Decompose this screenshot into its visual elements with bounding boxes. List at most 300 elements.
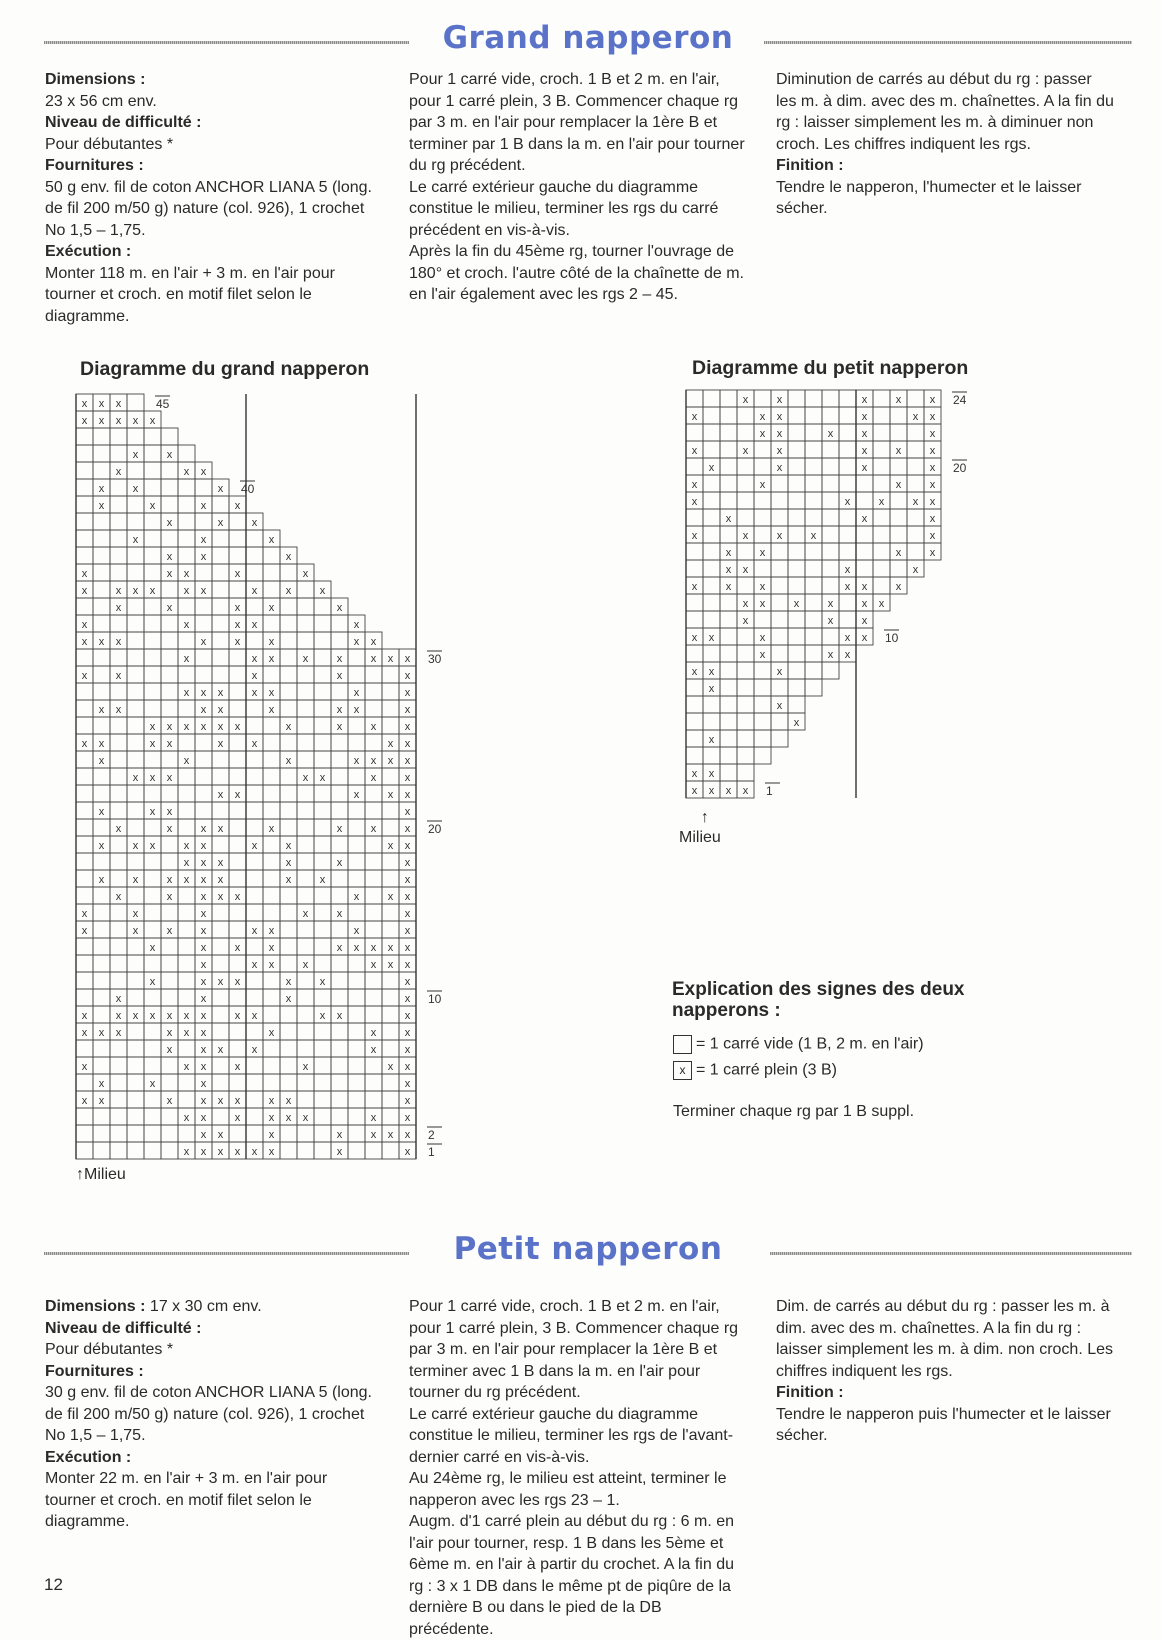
cell-x-mark: x	[370, 1027, 377, 1039]
grid-cell	[703, 611, 720, 628]
grid-cell	[873, 424, 890, 441]
cell-x-mark: x	[929, 445, 936, 457]
cell-x-mark: x	[268, 602, 275, 614]
cell-x-mark: x	[793, 598, 800, 610]
cell-x-mark: x	[268, 1129, 275, 1141]
grid-cell	[805, 594, 822, 611]
cell-x-mark: x	[217, 874, 224, 886]
cell-x-mark: x	[234, 1095, 241, 1107]
grid-cell	[703, 645, 720, 662]
grid-cell	[754, 611, 771, 628]
cell-x-mark: x	[759, 649, 766, 661]
section-label: Niveau de difficulté :	[45, 1319, 202, 1337]
cell-x-mark: x	[166, 1027, 173, 1039]
row-number-label: 20	[953, 461, 967, 475]
cell-x-mark: x	[166, 925, 173, 937]
grid-cell	[737, 679, 754, 696]
cell-x-mark: x	[929, 496, 936, 508]
cell-x-mark: x	[234, 619, 241, 631]
grid-cell	[771, 679, 788, 696]
grid-cell	[822, 662, 839, 679]
page-number: 12	[44, 1575, 63, 1594]
cell-x-mark: x	[370, 942, 377, 954]
petit-column-3	[776, 1296, 1114, 1447]
grid-cell	[720, 424, 737, 441]
grid-cell	[703, 696, 720, 713]
cell-x-mark: x	[336, 653, 343, 665]
grid-cell	[771, 594, 788, 611]
cell-x-mark: x	[217, 483, 224, 495]
grid-cell	[890, 526, 907, 543]
cell-x-mark: x	[200, 1095, 207, 1107]
cell-x-mark: x	[353, 619, 360, 631]
cell-x-mark: x	[166, 738, 173, 750]
cell-x-mark: x	[81, 619, 88, 631]
cell-x-mark: x	[285, 840, 292, 852]
cell-x-mark: x	[98, 874, 105, 886]
grid-cell	[686, 509, 703, 526]
cell-x-mark: x	[251, 959, 258, 971]
cell-x-mark: x	[387, 942, 394, 954]
petit-diagram-title: Diagramme du petit napperon	[692, 357, 969, 379]
grid-cell	[805, 628, 822, 645]
grid-cell	[822, 577, 839, 594]
grid-cell	[873, 560, 890, 577]
cell-x-mark: x	[166, 874, 173, 886]
cell-x-mark: x	[387, 789, 394, 801]
cell-x-mark: x	[251, 840, 258, 852]
grid-cell	[720, 526, 737, 543]
cell-x-mark: x	[929, 428, 936, 440]
cell-x-mark: x	[132, 840, 139, 852]
cell-x-mark: x	[302, 568, 309, 580]
cell-x-mark: x	[268, 1146, 275, 1158]
cell-x-mark: x	[234, 1061, 241, 1073]
cell-x-mark: x	[404, 1129, 411, 1141]
cell-x-mark: x	[200, 925, 207, 937]
cell-x-mark: x	[353, 925, 360, 937]
cell-x-mark: x	[81, 1010, 88, 1022]
cell-x-mark: x	[776, 428, 783, 440]
cell-x-mark: x	[132, 415, 139, 427]
grid-cell	[873, 543, 890, 560]
cell-x-mark: x	[302, 1061, 309, 1073]
cell-x-mark: x	[132, 1010, 139, 1022]
cell-x-mark: x	[370, 653, 377, 665]
grid-cell	[737, 492, 754, 509]
cell-x-mark: x	[183, 1061, 190, 1073]
cell-x-mark: x	[691, 411, 698, 423]
grid-cell	[907, 475, 924, 492]
paragraph: Au 24ème rg, le milieu est atteint, terminer le napperon avec les rgs 23 – 1.	[409, 1470, 727, 1509]
paragraph: Après la fin du 45ème rg, tourner l'ouvrage de 180° et croch. l'autre côté de la chaînette de m. en l'air également avec les rgs 2 – 45.	[409, 243, 744, 303]
cell-x-mark: x	[234, 636, 241, 648]
cell-x-mark: x	[302, 959, 309, 971]
grid-cell	[720, 679, 737, 696]
grid-cell	[720, 628, 737, 645]
grid-cell	[822, 390, 839, 407]
cell-x-mark: x	[268, 1027, 275, 1039]
grid-cell	[737, 543, 754, 560]
cell-x-mark: x	[115, 670, 122, 682]
cell-x-mark: x	[251, 670, 258, 682]
grid-cell	[873, 475, 890, 492]
grid-cell	[839, 526, 856, 543]
cell-x-mark: x	[708, 785, 715, 797]
grid-cell	[788, 662, 805, 679]
grid-cell	[805, 645, 822, 662]
cell-x-mark: x	[149, 840, 156, 852]
cell-x-mark: x	[251, 653, 258, 665]
cell-x-mark: x	[404, 670, 411, 682]
cell-x-mark: x	[929, 394, 936, 406]
cell-x-mark: x	[895, 394, 902, 406]
grid-cell	[703, 492, 720, 509]
cell-x-mark: x	[404, 993, 411, 1005]
cell-x-mark: x	[759, 547, 766, 559]
cell-x-mark: x	[115, 1010, 122, 1022]
cell-x-mark: x	[166, 806, 173, 818]
cell-x-mark: x	[183, 1112, 190, 1124]
grid-cell	[720, 390, 737, 407]
cell-x-mark: x	[861, 411, 868, 423]
cell-x-mark: x	[387, 738, 394, 750]
cell-x-mark: x	[725, 547, 732, 559]
cell-x-mark: x	[285, 857, 292, 869]
cell-x-mark: x	[200, 466, 207, 478]
cell-x-mark: x	[98, 1095, 105, 1107]
cell-x-mark: x	[776, 666, 783, 678]
cell-x-mark: x	[98, 483, 105, 495]
cell-x-mark: x	[149, 1078, 156, 1090]
grid-cell	[839, 407, 856, 424]
grid-cell	[788, 628, 805, 645]
cell-x-mark: x	[200, 1027, 207, 1039]
grid-cell	[720, 475, 737, 492]
cell-x-mark: x	[912, 564, 919, 576]
grid-cell	[839, 390, 856, 407]
cell-x-mark: x	[691, 530, 698, 542]
grid-cell	[907, 390, 924, 407]
cell-x-mark: x	[404, 772, 411, 784]
cell-x-mark: x	[302, 653, 309, 665]
cell-x-mark: x	[404, 840, 411, 852]
cell-x-mark: x	[166, 1044, 173, 1056]
cell-x-mark: x	[98, 500, 105, 512]
cell-x-mark: x	[200, 942, 207, 954]
grid-cell	[856, 492, 873, 509]
cell-x-mark: x	[895, 581, 902, 593]
cell-x-mark: x	[81, 670, 88, 682]
cell-x-mark: x	[81, 1027, 88, 1039]
cell-x-mark: x	[234, 1112, 241, 1124]
cell-x-mark: x	[929, 479, 936, 491]
grid-cell	[839, 594, 856, 611]
grid-cell	[720, 645, 737, 662]
cell-x-mark: x	[725, 581, 732, 593]
grid-cell	[737, 577, 754, 594]
grid-cell	[805, 407, 822, 424]
cell-x-mark: x	[132, 534, 139, 546]
grid-cell	[873, 577, 890, 594]
cell-x-mark: x	[336, 908, 343, 920]
grid-cell	[771, 492, 788, 509]
grid-cell	[720, 713, 737, 730]
cell-x-mark: x	[98, 806, 105, 818]
cell-x-mark: x	[183, 755, 190, 767]
cell-x-mark: x	[895, 445, 902, 457]
grid-cell	[686, 543, 703, 560]
grid-cell	[703, 713, 720, 730]
cell-x-mark: x	[200, 534, 207, 546]
cell-x-mark: x	[200, 636, 207, 648]
cell-x-mark: x	[725, 785, 732, 797]
cell-x-mark: x	[404, 687, 411, 699]
grid-cell	[686, 645, 703, 662]
paragraph	[45, 1296, 381, 1318]
cell-x-mark: x	[861, 615, 868, 627]
cell-x-mark: x	[725, 513, 732, 525]
grid-cell	[805, 424, 822, 441]
cell-x-mark: x	[353, 891, 360, 903]
cell-x-mark: x	[166, 891, 173, 903]
grid-cell	[754, 696, 771, 713]
cell-x-mark: x	[404, 959, 411, 971]
grid-cell	[873, 458, 890, 475]
grid-cell	[771, 560, 788, 577]
grid-cell	[754, 679, 771, 696]
grid-cell	[754, 713, 771, 730]
cell-x-mark: x	[861, 513, 868, 525]
grid-cell	[754, 441, 771, 458]
grid-cell	[890, 492, 907, 509]
grid-cell	[737, 730, 754, 747]
cell-x-mark: x	[285, 1112, 292, 1124]
cell-x-mark: x	[776, 462, 783, 474]
cell-x-mark: x	[336, 704, 343, 716]
cell-x-mark: x	[217, 738, 224, 750]
grid-cell	[720, 764, 737, 781]
arrow-up-icon: ↑	[700, 809, 709, 826]
grid-cell	[771, 730, 788, 747]
cell-x-mark: x	[132, 483, 139, 495]
cell-x-mark: x	[929, 547, 936, 559]
cell-x-mark: x	[115, 823, 122, 835]
cell-x-mark: x	[149, 415, 156, 427]
grid-cell	[720, 747, 737, 764]
grid-cell	[907, 526, 924, 543]
cell-x-mark: x	[149, 721, 156, 733]
cell-x-mark: x	[166, 1095, 173, 1107]
grid-cell	[686, 611, 703, 628]
section-text: 23 x 56 cm env.	[45, 92, 157, 110]
cell-x-mark: x	[115, 415, 122, 427]
cell-x-mark: x	[776, 411, 783, 423]
cell-x-mark: x	[827, 615, 834, 627]
cell-x-mark: x	[166, 568, 173, 580]
cell-x-mark: x	[81, 568, 88, 580]
grid-cell	[822, 458, 839, 475]
grid-cell	[788, 679, 805, 696]
cell-x-mark: x	[742, 785, 749, 797]
grand-diagram-title: Diagramme du grand napperon	[80, 358, 370, 380]
cell-x-mark: x	[861, 462, 868, 474]
grid-cell	[839, 509, 856, 526]
grid-cell	[686, 713, 703, 730]
petit-milieu-text: Milieu	[679, 829, 721, 846]
cell-x-mark: x	[200, 1044, 207, 1056]
cell-x-mark: x	[810, 530, 817, 542]
cell-x-mark: x	[336, 1129, 343, 1141]
section-text: 50 g env. fil de coton ANCHOR LIANA 5 (long. de fil 200 m/50 g) nature (col. 926), 1 crochet No 1,5 – 1,75.	[45, 178, 372, 239]
cell-x-mark: x	[302, 1112, 309, 1124]
cell-x-mark: x	[234, 1010, 241, 1022]
cell-x-mark: x	[149, 585, 156, 597]
grid-cell	[890, 458, 907, 475]
cell-x-mark: x	[217, 517, 224, 529]
cell-x-mark: x	[353, 636, 360, 648]
cell-x-mark: x	[878, 598, 885, 610]
cell-x-mark: x	[200, 1078, 207, 1090]
cell-x-mark: x	[115, 891, 122, 903]
cell-x-mark: x	[929, 530, 936, 542]
cell-x-mark: x	[861, 445, 868, 457]
cell-x-mark: x	[742, 598, 749, 610]
cell-x-mark: x	[268, 959, 275, 971]
section-label: Finition :	[776, 1384, 844, 1401]
grid-cell	[703, 543, 720, 560]
cell-x-mark: x	[166, 449, 173, 461]
grid-cell	[788, 645, 805, 662]
cell-x-mark: x	[404, 925, 411, 937]
cell-x-mark: x	[200, 704, 207, 716]
cell-x-mark: x	[149, 500, 156, 512]
cell-x-mark: x	[268, 534, 275, 546]
grid-cell	[805, 577, 822, 594]
cell-x-mark: x	[200, 585, 207, 597]
cell-x-mark: x	[742, 445, 749, 457]
legend-full-row	[673, 1061, 837, 1080]
grid-cell	[822, 526, 839, 543]
cell-x-mark: x	[268, 823, 275, 835]
cell-x-mark: x	[691, 445, 698, 457]
cell-x-mark: x	[387, 755, 394, 767]
cell-x-mark: x	[691, 666, 698, 678]
cell-x-mark: x	[132, 585, 139, 597]
legend-empty-row	[673, 1035, 924, 1054]
grid-cell	[788, 560, 805, 577]
cell-x-mark: x	[115, 704, 122, 716]
cell-x-mark: x	[387, 653, 394, 665]
legend-note: Terminer chaque rg par 1 B suppl.	[673, 1103, 915, 1120]
cell-x-mark: x	[895, 547, 902, 559]
grid-cell	[686, 679, 703, 696]
paragraph	[45, 1447, 381, 1469]
cell-x-mark: x	[98, 1078, 105, 1090]
grid-cell	[822, 628, 839, 645]
cell-x-mark: x	[691, 496, 698, 508]
grid-cell	[737, 509, 754, 526]
cell-x-mark: x	[691, 581, 698, 593]
cell-x-mark: x	[98, 398, 105, 410]
cell-x-mark: x	[98, 1027, 105, 1039]
section-label: Finition :	[776, 157, 844, 174]
cell-x-mark: x	[929, 462, 936, 474]
cell-x-mark: x	[404, 857, 411, 869]
cell-x-mark: x	[336, 602, 343, 614]
cell-x-mark: x	[217, 891, 224, 903]
grid-cell	[788, 696, 805, 713]
grid-cell	[737, 696, 754, 713]
cell-x-mark: x	[81, 925, 88, 937]
grid-cell	[856, 475, 873, 492]
cell-x-mark: x	[268, 1112, 275, 1124]
grid-cell	[788, 543, 805, 560]
grid-cell	[771, 645, 788, 662]
cell-x-mark: x	[200, 993, 207, 1005]
cell-x-mark: x	[268, 704, 275, 716]
cell-x-mark: x	[268, 942, 275, 954]
cell-x-mark: x	[234, 942, 241, 954]
cell-x-mark: x	[98, 738, 105, 750]
cell-x-mark: x	[404, 1027, 411, 1039]
cell-x-mark: x	[149, 1010, 156, 1022]
grid-cell	[720, 730, 737, 747]
grid-cell	[720, 662, 737, 679]
cell-x-mark: x	[183, 466, 190, 478]
section-label: Exécution :	[45, 1448, 132, 1466]
grid-cell	[805, 560, 822, 577]
grid-cell	[754, 662, 771, 679]
grid-cell	[873, 526, 890, 543]
cell-x-mark: x	[166, 602, 173, 614]
grid-cell	[686, 594, 703, 611]
grid-cell	[771, 611, 788, 628]
cell-x-mark: x	[404, 1078, 411, 1090]
cell-x-mark: x	[387, 891, 394, 903]
cell-x-mark: x	[251, 1010, 258, 1022]
grid-cell	[771, 543, 788, 560]
grid-cell	[703, 747, 720, 764]
cell-x-mark: x	[387, 1129, 394, 1141]
section-label: Exécution :	[45, 243, 132, 260]
cell-x-mark: x	[200, 551, 207, 563]
cell-x-mark: x	[370, 721, 377, 733]
grid-cell	[737, 747, 754, 764]
grid-cell	[720, 407, 737, 424]
grid-cell	[686, 390, 703, 407]
cell-x-mark: x	[183, 857, 190, 869]
cell-x-mark: x	[268, 687, 275, 699]
cell-x-mark: x	[708, 683, 715, 695]
cell-x-mark: x	[268, 1095, 275, 1107]
grid-cell	[822, 509, 839, 526]
cell-x-mark: x	[929, 411, 936, 423]
grid-cell	[754, 730, 771, 747]
paragraph: Le carré extérieur gauche du diagramme constitue le milieu, terminer les rgs de l'avant-dernier carré en vis-à-vis.	[409, 1405, 734, 1466]
row-number-label: 45	[156, 397, 170, 411]
cell-x-mark: x	[353, 704, 360, 716]
cell-x-mark: x	[336, 857, 343, 869]
cell-x-mark: x	[183, 619, 190, 631]
grid-cell	[788, 407, 805, 424]
cell-x-mark: x	[387, 959, 394, 971]
row-number-label: 20	[428, 822, 442, 836]
cell-x-mark: x	[912, 411, 919, 423]
row-number-label: 10	[428, 992, 442, 1006]
cell-x-mark: x	[404, 1095, 411, 1107]
paragraph	[45, 1318, 381, 1340]
